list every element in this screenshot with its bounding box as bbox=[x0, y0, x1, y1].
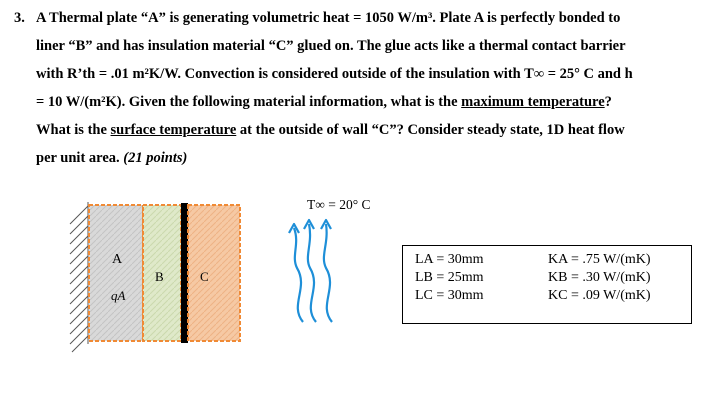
problem-text: per unit area. bbox=[36, 150, 124, 166]
problem-text: A Thermal plate “A” is generating volumetric heat = 1050 W/m³. Plate A is perfectly bonded to bbox=[36, 10, 621, 26]
label-qa: qA bbox=[111, 288, 126, 303]
glue-layer bbox=[181, 203, 188, 343]
insulation-c bbox=[188, 205, 240, 341]
question-number: 3. bbox=[14, 10, 25, 26]
length-c: LC = 30mm bbox=[415, 288, 484, 303]
label-c: C bbox=[200, 269, 209, 284]
problem-text: = 10 W/(m²K). Given the following material information, what is the bbox=[36, 94, 462, 110]
problem-text: at the outside of wall “C”? Consider steady state, 1D heat flow bbox=[236, 122, 625, 138]
label-b: B bbox=[155, 269, 164, 284]
problem-text: ? bbox=[604, 94, 612, 110]
problem-text: What is the bbox=[36, 122, 111, 138]
conductivity-c: KC = .09 W/(mK) bbox=[548, 288, 651, 303]
conductivity-a: KA = .75 W/(mK) bbox=[548, 252, 651, 267]
ambient-temperature-label: T∞ = 20° C bbox=[307, 197, 371, 212]
plate-a bbox=[89, 205, 143, 341]
conductivity-column bbox=[548, 251, 651, 305]
points-label: (21 points) bbox=[123, 150, 188, 166]
convection-arrows bbox=[289, 220, 332, 322]
length-a: LA = 30mm bbox=[415, 252, 484, 267]
underlined-surface-temperature: surface temperature bbox=[110, 122, 237, 138]
problem-text: with R’th = .01 m²K/W. Convection is considered outside of the insulation with T∞ = 25° C and h bbox=[36, 66, 633, 82]
material-info-box bbox=[402, 245, 692, 324]
problem-text: liner “B” and has insulation material “C” glued on. The glue acts like a thermal contact barrier bbox=[36, 38, 626, 54]
length-b: LB = 25mm bbox=[415, 270, 484, 285]
conductivity-b: KB = .30 W/(mK) bbox=[548, 270, 651, 285]
label-a: A bbox=[112, 252, 123, 267]
lengths-column bbox=[415, 251, 484, 305]
wall-ground-hatching bbox=[70, 202, 88, 352]
underlined-maximum-temperature: maximum temperature bbox=[461, 94, 605, 110]
